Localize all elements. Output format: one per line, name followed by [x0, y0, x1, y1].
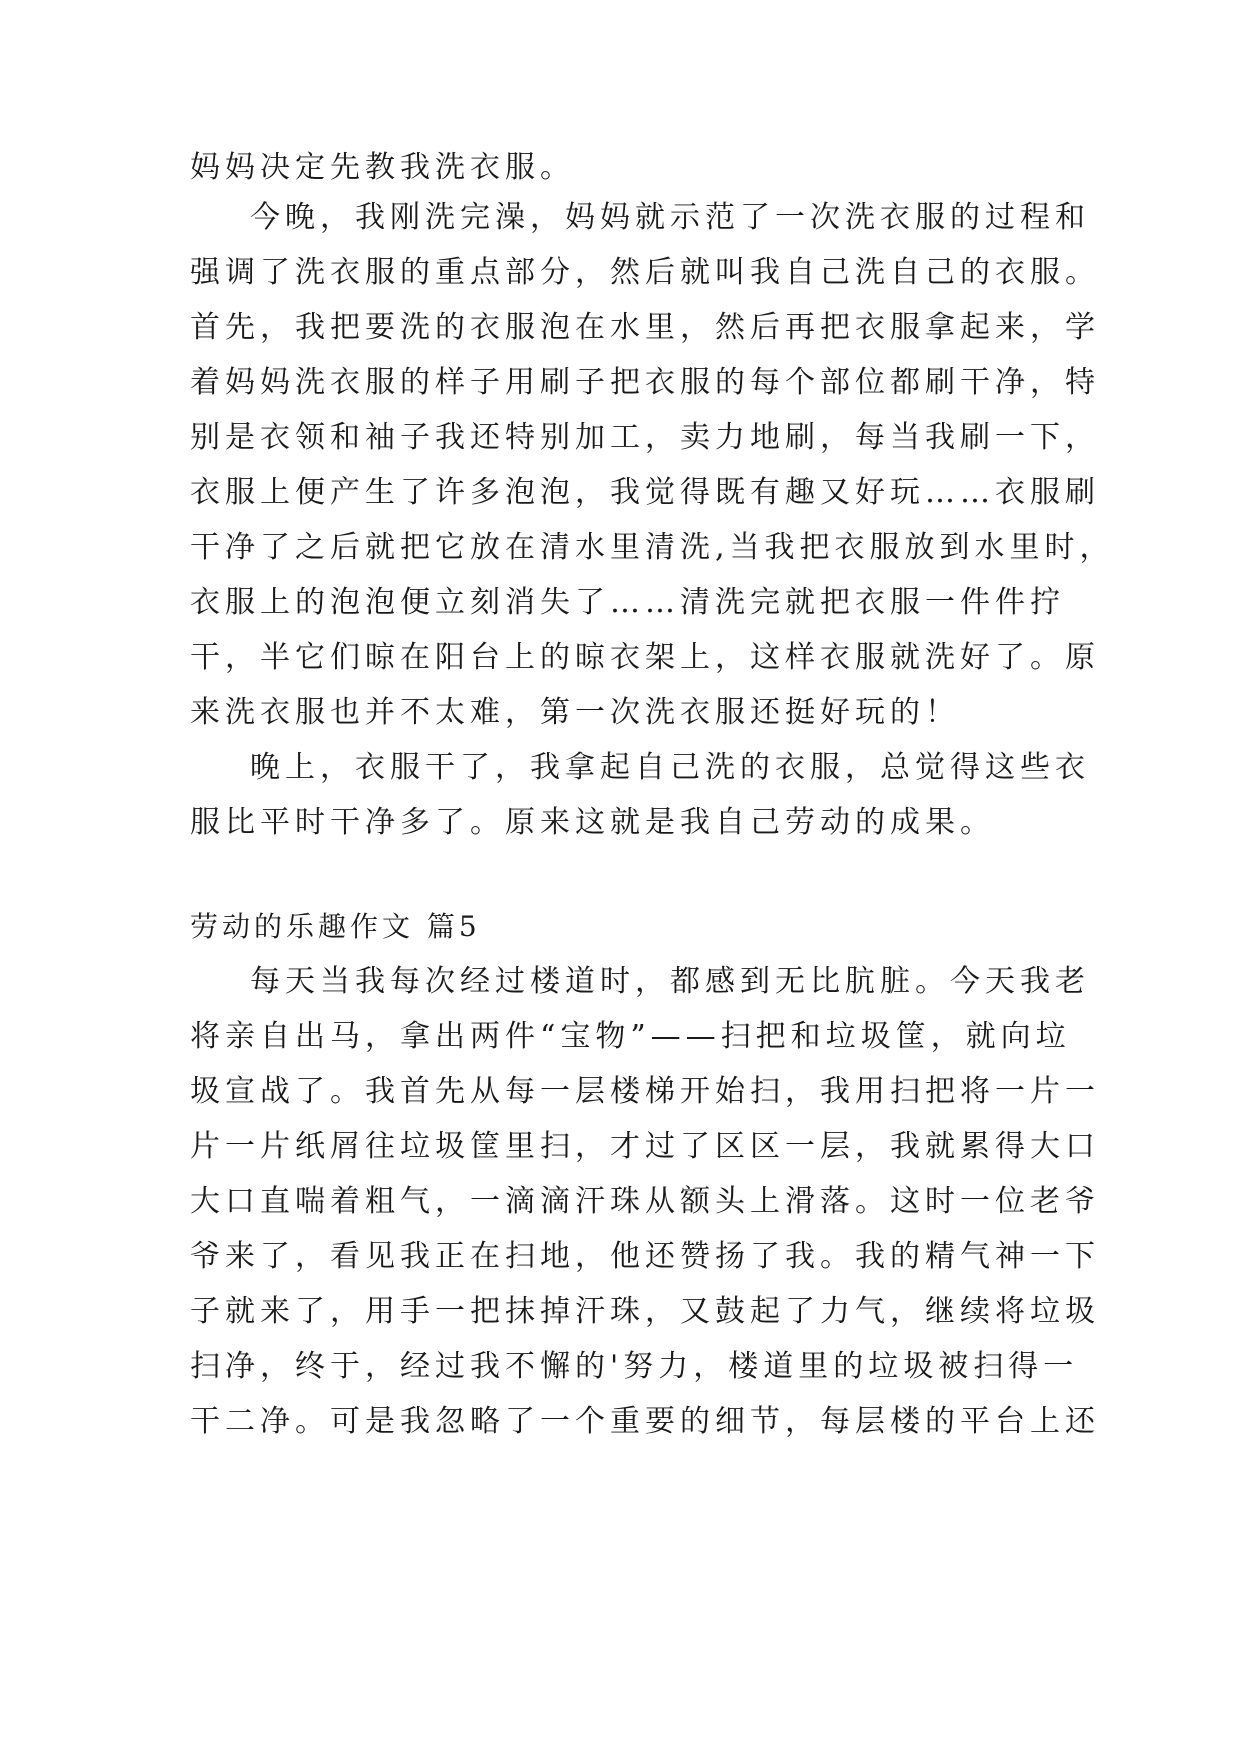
text-line: 片一片纸屑往垃圾筐里扫，才过了区区一层，我就累得大口	[190, 1129, 1100, 1164]
text-line: 每天当我每次经过楼道时，都感到无比肮脏。今天我老	[250, 964, 1090, 999]
text-line: 首先，我把要洗的衣服泡在水里，然后再把衣服拿起来，学	[190, 310, 1100, 345]
text-line: 干二净。可是我忽略了一个重要的细节，每层楼的平台上还	[190, 1404, 1100, 1439]
section-heading: 劳动的乐趣作文 篇5	[190, 910, 481, 943]
text-line: 衣服上的泡泡便立刻消失了……清洗完就把衣服一件件拧	[190, 585, 1065, 620]
text-line: 子就来了，用手一把抹掉汗珠，又鼓起了力气，继续将垃圾	[190, 1294, 1100, 1329]
text-line: 扫净，终于，经过我不懈的'努力，楼道里的垃圾被扫得一	[190, 1349, 1079, 1384]
text-line: 着妈妈洗衣服的样子用刷子把衣服的每个部位都刷干净，特	[190, 365, 1100, 400]
text-line: 晚上，衣服干了，我拿起自己洗的衣服，总觉得这些衣	[250, 750, 1090, 785]
text-line: 别是衣领和袖子我还特别加工，卖力地刷，每当我刷一下，	[190, 420, 1100, 455]
text-line: 将亲自出马，拿出两件“宝物”——扫把和垃圾筐，就向垃	[190, 1019, 1071, 1054]
text-line: 服比平时干净多了。原来这就是我自己劳动的成果。	[190, 805, 995, 840]
text-line: 干净了之后就把它放在清水里清洗,当我把衣服放到水里时，	[190, 530, 1115, 565]
text-line: 妈妈决定先教我洗衣服。	[190, 150, 575, 185]
text-line: 干，半它们晾在阳台上的晾衣架上，这样衣服就洗好了。原	[190, 640, 1100, 675]
text-line: 大口直喘着粗气，一滴滴汗珠从额头上滑落。这时一位老爷	[190, 1184, 1100, 1219]
text-line: 来洗衣服也并不太难，第一次洗衣服还挺好玩的！	[190, 695, 960, 730]
text-line: 今晚，我刚洗完澡，妈妈就示范了一次洗衣服的过程和	[250, 200, 1090, 235]
text-line: 衣服上便产生了许多泡泡，我觉得既有趣又好玩……衣服刷	[190, 475, 1100, 510]
text-line: 爷来了，看见我正在扫地，他还赞扬了我。我的精气神一下	[190, 1239, 1100, 1274]
text-line: 圾宣战了。我首先从每一层楼梯开始扫，我用扫把将一片一	[190, 1074, 1100, 1109]
text-line: 强调了洗衣服的重点部分，然后就叫我自己洗自己的衣服。	[190, 255, 1100, 290]
